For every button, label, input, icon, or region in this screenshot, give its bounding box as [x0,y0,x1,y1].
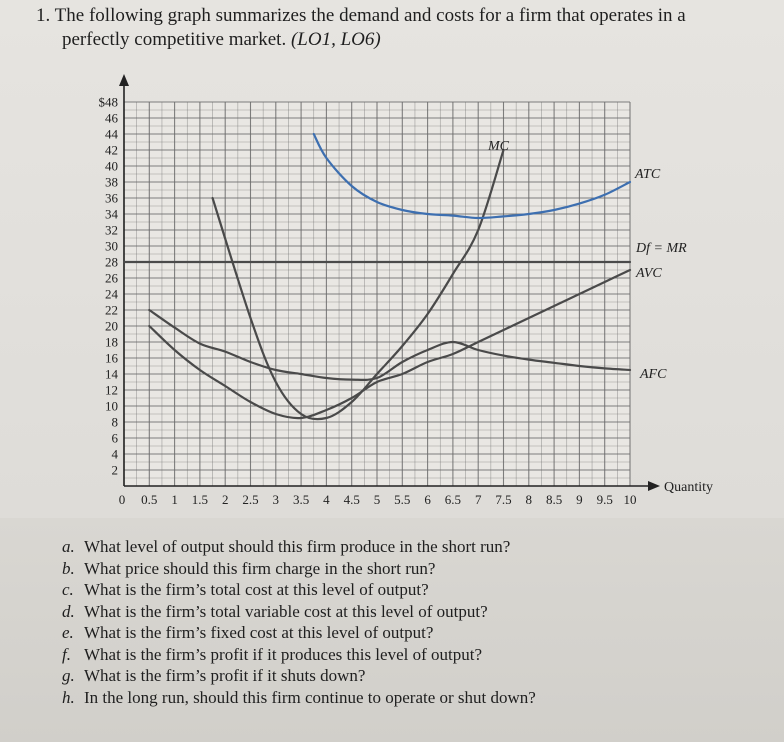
series-label-afc: AFC [640,367,667,382]
series-label-df-mr: Df = MR [636,241,687,256]
y-tick-label: 6 [111,430,118,446]
x-tick-label: 6.5 [444,492,462,507]
question-letter: e. [62,623,74,642]
y-tick-label: 36 [105,190,118,206]
y-tick-label: 30 [105,238,118,254]
problem-line-2: perfectly competitive market. [62,29,287,50]
y-tick-label: 40 [105,158,118,174]
problem-statement [36,4,756,52]
y-tick-label: 42 [105,142,118,158]
x-tick-label: 7 [474,492,482,507]
x-tick-label: 1 [171,492,178,507]
question-text: What is the firm’s profit if it produces this level of output? [84,644,482,664]
series-label-atc: ATC [635,167,661,182]
y-tick-label: 44 [105,126,118,142]
x-axis-label: Quantity [664,480,713,495]
y-tick-label: 12 [105,382,118,398]
x-tick-label: 8.5 [545,492,563,507]
question-letter: c. [62,580,74,599]
question-item [62,579,762,601]
y-tick-label: 8 [111,414,118,430]
question-letter: a. [62,537,75,556]
question-item [62,536,762,558]
question-letter: h. [62,687,75,707]
question-item [62,644,762,666]
series-label-mc: MC [488,139,509,154]
question-item [62,558,762,580]
x-tick-label: 3 [272,492,280,507]
question-text: What level of output should this firm produce in the short run? [84,537,511,556]
y-tick-label: 20 [105,318,118,334]
x-tick-label: 5.5 [394,492,411,507]
y-tick-label: 10 [105,398,118,414]
y-tick-label: 34 [105,206,118,222]
y-tick-label: 28 [105,254,118,270]
question-item [62,622,762,644]
problem-number: 1. [36,5,51,26]
question-list [62,536,762,708]
x-tick-label: 9 [576,492,583,507]
x-tick-label: 1.5 [191,492,209,507]
cost-curves-chart [0,72,784,512]
series-label-avc: AVC [636,266,662,281]
question-text: In the long run, should this firm continue to operate or shut down? [84,687,536,707]
y-tick-label: 18 [105,334,118,350]
question-item [62,601,762,623]
x-tick-label: 9.5 [596,492,613,507]
question-text: What price should this firm charge in the short run? [84,558,436,578]
y-tick-label: 32 [105,222,118,238]
question-item [62,665,762,687]
question-letter: d. [62,601,75,621]
y-tick-label: 4 [111,446,118,462]
question-item [62,687,762,709]
problem-line-1: The following graph summarizes the demand and costs for a firm that operates in a [54,5,686,26]
question-text: What is the firm’s total variable cost at this level of output? [84,601,488,621]
x-tick-label: 2.5 [242,492,259,507]
x-tick-label: 0.5 [141,492,158,507]
question-text: What is the firm’s fixed cost at this level of output? [84,623,434,642]
y-tick-label: 14 [105,366,118,382]
question-text: What is the firm’s total cost at this level of output? [84,580,429,599]
y-tick-label: $48 [98,94,118,110]
question-letter: b. [62,558,75,578]
x-tick-label: 8 [525,492,533,507]
y-tick-label: 46 [105,110,118,126]
y-tick-label: 16 [105,350,118,366]
x-tick-label: 4 [323,492,330,507]
question-text: What is the firm’s profit if it shuts down? [84,666,366,685]
x-tick-label: 3.5 [292,492,310,507]
x-tick-label: 5 [373,492,381,507]
question-letter: f. [62,644,71,664]
x-tick-label: 6 [424,492,431,507]
x-tick-label: 2 [221,492,229,507]
question-letter: g. [62,666,75,685]
y-tick-label: 2 [111,462,118,478]
y-tick-label: 26 [105,270,118,286]
y-tick-label: 22 [105,302,118,318]
x-axis-arrow [648,481,660,491]
x-tick-label: 0 [118,492,126,507]
y-tick-label: 24 [105,286,118,302]
y-tick-label: 38 [105,174,118,190]
learning-objectives: (LO1, LO6) [290,29,381,50]
x-tick-label: 4.5 [343,492,360,507]
y-axis-arrow [119,74,129,86]
x-tick-label: 7.5 [495,492,512,507]
x-tick-label: 10 [623,492,637,507]
